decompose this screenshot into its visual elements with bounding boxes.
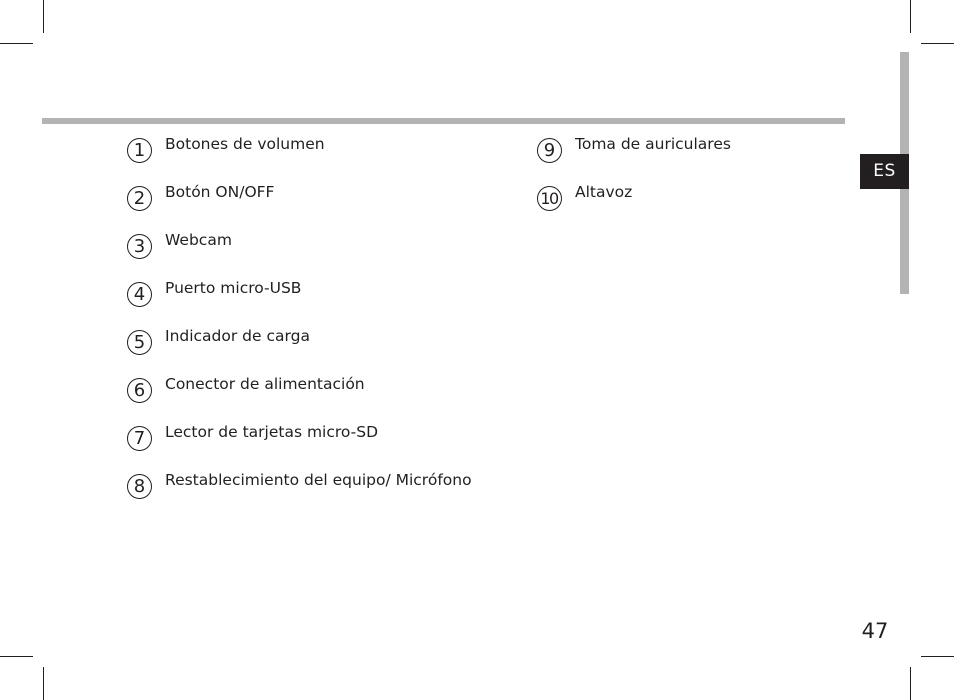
header-rule xyxy=(42,118,845,124)
legend-label: Altavoz xyxy=(575,183,633,201)
page-number: 47 xyxy=(861,619,889,643)
legend-number-badge: 10 xyxy=(537,186,562,211)
legend-label: Toma de auriculares xyxy=(575,135,731,153)
crop-mark-bottom-right-horizontal xyxy=(921,656,954,657)
crop-mark-top-right-horizontal xyxy=(921,43,954,44)
legend-label: Botón ON/OFF xyxy=(165,183,275,201)
legend-label: Lector de tarjetas micro-SD xyxy=(165,423,379,441)
crop-mark-bottom-left-horizontal xyxy=(0,656,33,657)
legend-number-badge: 2 xyxy=(127,186,152,211)
legend-label: Indicador de carga xyxy=(165,327,310,345)
legend-number-badge: 9 xyxy=(537,138,562,163)
legend-label: Restablecimiento del equipo/ Micrófono xyxy=(165,471,472,489)
legend-number-badge: 6 xyxy=(127,378,152,403)
crop-mark-top-left-vertical xyxy=(43,0,44,33)
legend-label: Botones de volumen xyxy=(165,135,325,153)
legend-label: Webcam xyxy=(165,231,232,249)
legend-number-badge: 4 xyxy=(127,282,152,307)
legend-number-badge: 1 xyxy=(127,138,152,163)
crop-mark-top-right-vertical xyxy=(910,0,911,33)
language-tab: ES xyxy=(860,154,909,189)
crop-mark-top-left-horizontal xyxy=(0,43,33,44)
crop-mark-bottom-left-vertical xyxy=(43,667,44,700)
legend-label: Puerto micro-USB xyxy=(165,279,302,297)
legend-number-badge: 5 xyxy=(127,330,152,355)
legend-number-badge: 8 xyxy=(127,474,152,499)
legend-number-badge: 7 xyxy=(127,426,152,451)
crop-mark-bottom-right-vertical xyxy=(910,667,911,700)
legend-number-badge: 3 xyxy=(127,234,152,259)
legend-label: Conector de alimentación xyxy=(165,375,365,393)
